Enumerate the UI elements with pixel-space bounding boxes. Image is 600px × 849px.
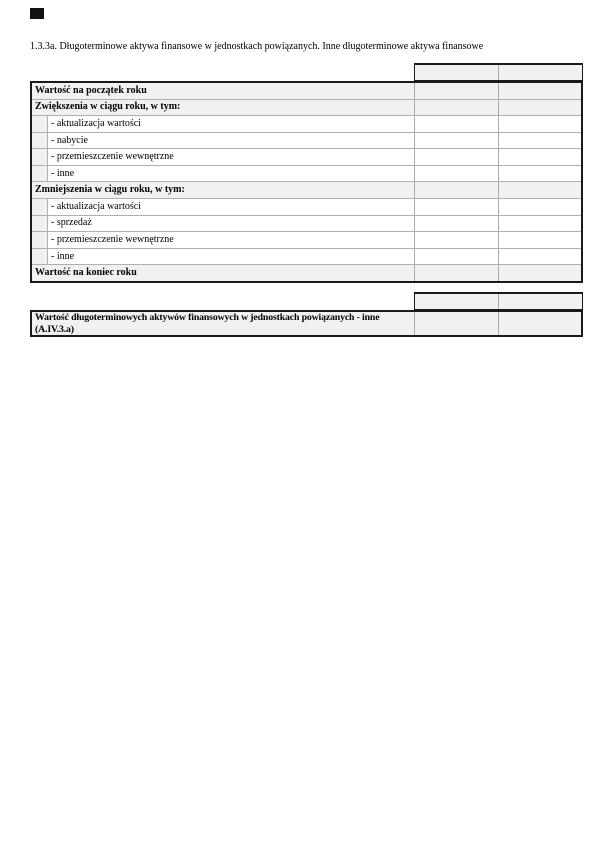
row-label: Wartość na początek roku	[35, 84, 147, 96]
header-cell-col2	[499, 65, 582, 80]
section-title: 1.3.3a. Długoterminowe aktywa finansowe w jednostkach powiązanych. Inne długoterminowe aktywa finansowe	[30, 41, 484, 52]
header-cell-col1	[415, 294, 499, 309]
row-label: Wartość długoterminowych aktywów finansowych w jednostkach powiązanych - inne (A.IV.3.a)	[35, 312, 380, 335]
table-row	[32, 181, 581, 198]
value-cell-col1	[414, 216, 498, 232]
value-cell-col1	[414, 166, 498, 182]
row-label: - przemieszczenie wewnętrzne	[51, 151, 174, 163]
table-row	[32, 99, 581, 116]
summary-table-body	[30, 310, 583, 337]
row-label: - aktualizacja wartości	[51, 200, 141, 212]
row-label: - inne	[51, 250, 75, 262]
value-cell-col2	[498, 100, 581, 116]
value-cell-col2	[498, 116, 581, 132]
row-label: - nabycie	[51, 134, 88, 146]
table-row	[32, 148, 581, 165]
value-cell-col2	[498, 232, 581, 248]
value-cell-col1	[414, 100, 498, 116]
value-cell-col1	[414, 149, 498, 165]
value-cell-col1	[414, 232, 498, 248]
row-label: - sprzedaż	[51, 217, 92, 229]
value-cell-col2	[498, 265, 581, 281]
value-cell-col1	[414, 83, 498, 99]
indent-cell	[32, 249, 48, 265]
indent-cell	[32, 166, 48, 182]
value-cell-col2	[498, 199, 581, 215]
indent-cell	[32, 199, 48, 215]
table-row	[32, 115, 581, 132]
assets-movement-table-body	[30, 81, 583, 283]
value-cell-col1	[414, 265, 498, 281]
value-cell-col2	[498, 182, 581, 198]
row-label: Wartość na koniec roku	[35, 267, 137, 279]
table-row	[32, 312, 581, 335]
indent-cell	[32, 216, 48, 232]
table-row	[32, 198, 581, 215]
value-cell-col2	[498, 149, 581, 165]
table-row	[32, 215, 581, 232]
value-cell-col1	[414, 312, 498, 335]
row-label: - aktualizacja wartości	[51, 117, 141, 129]
indent-cell	[32, 116, 48, 132]
indent-cell	[32, 232, 48, 248]
table-row	[32, 83, 581, 99]
value-cell-col2	[498, 133, 581, 149]
row-label: - inne	[51, 167, 75, 179]
value-cell-col2	[498, 83, 581, 99]
value-columns-header-band	[414, 63, 583, 81]
corner-registration-mark	[30, 8, 44, 19]
table-row	[32, 248, 581, 265]
header-cell-col2	[499, 294, 582, 309]
table-row	[32, 264, 581, 281]
value-columns-header-band	[414, 292, 583, 310]
value-cell-col2	[498, 216, 581, 232]
indent-cell	[32, 133, 48, 149]
table-row	[32, 231, 581, 248]
row-label: Zwiększenia w ciągu roku, w tym:	[35, 101, 181, 113]
row-label: - przemieszczenie wewnętrzne	[51, 233, 174, 245]
header-cell-col1	[415, 65, 499, 80]
value-cell-col1	[414, 199, 498, 215]
value-cell-col1	[414, 133, 498, 149]
value-cell-col1	[414, 182, 498, 198]
value-cell-col1	[414, 116, 498, 132]
value-cell-col2	[498, 249, 581, 265]
value-cell-col2	[498, 166, 581, 182]
value-cell-col1	[414, 249, 498, 265]
table-row	[32, 165, 581, 182]
table-row	[32, 132, 581, 149]
value-cell-col2	[498, 312, 581, 335]
row-label: Zmniejszenia w ciągu roku, w tym:	[35, 184, 185, 196]
indent-cell	[32, 149, 48, 165]
